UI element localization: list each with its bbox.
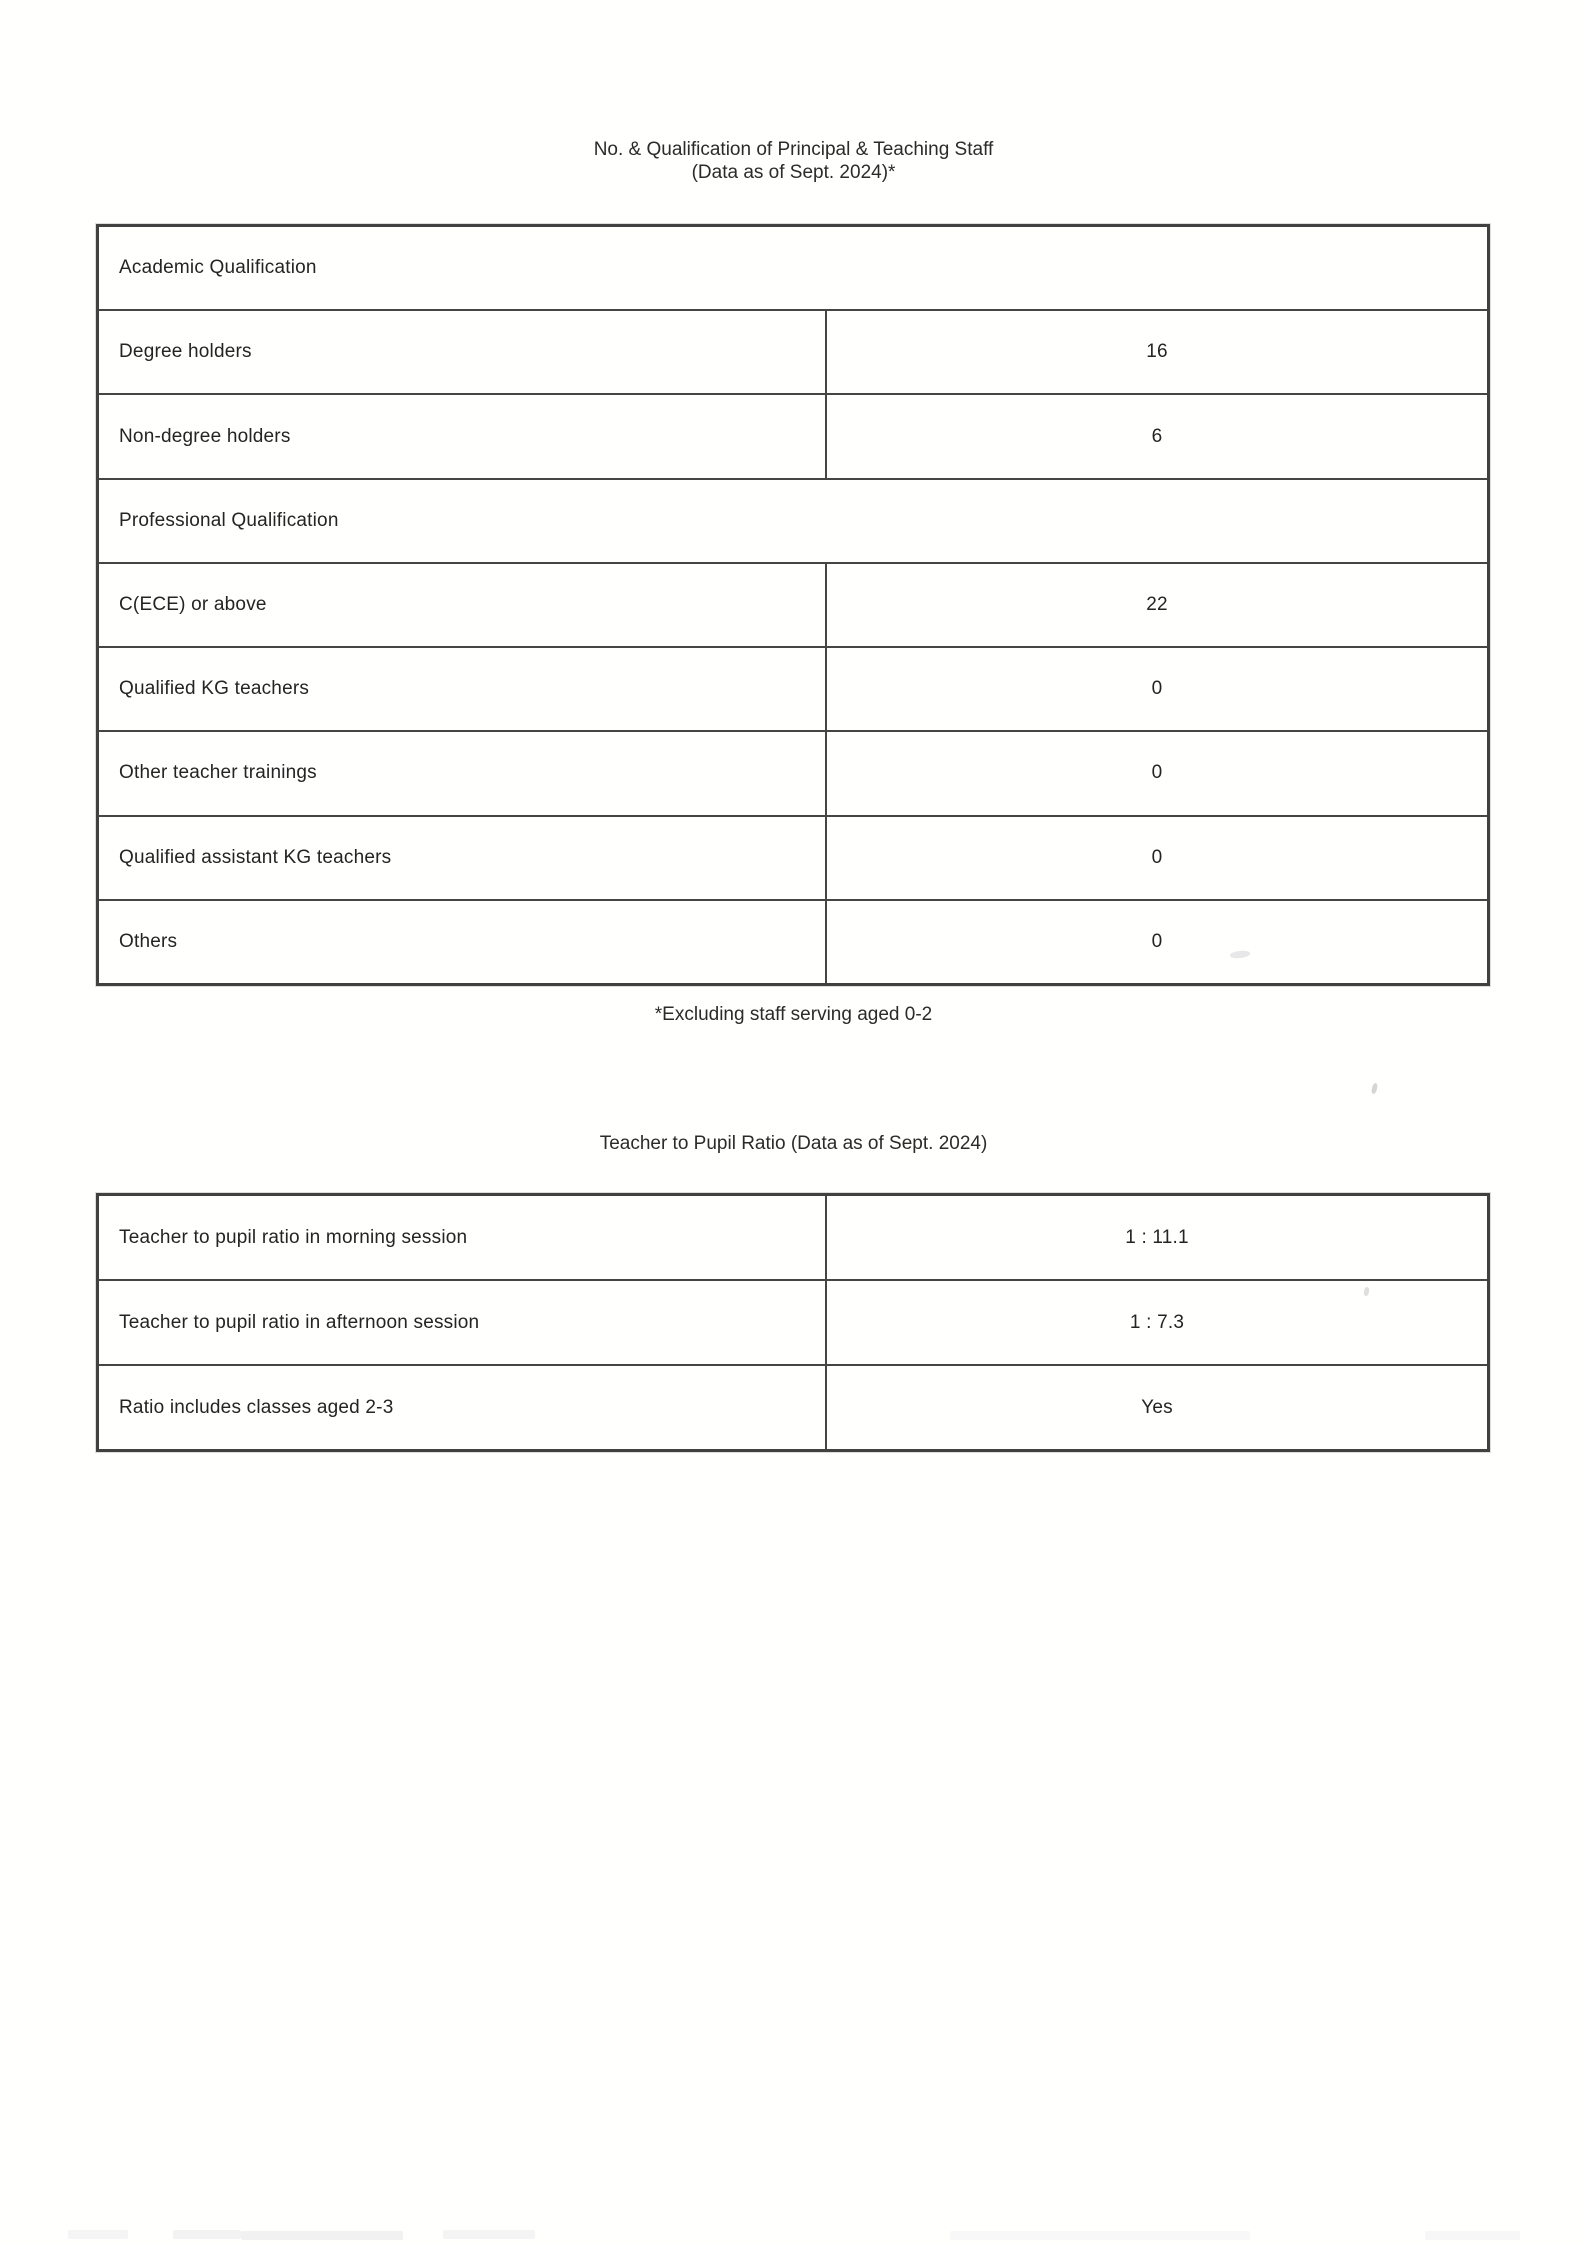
row-value: Yes — [1141, 1396, 1173, 1418]
ratio-table-title: Teacher to Pupil Ratio (Data as of Sept. 2024) — [599, 1133, 988, 1154]
section-label: Professional Qualification — [119, 509, 339, 531]
teacher-pupil-ratio-table — [96, 1193, 1490, 1452]
row-label: Teacher to pupil ratio in morning session — [99, 1196, 827, 1279]
scan-artifact — [68, 2230, 128, 2239]
row-label: Degree holders — [99, 311, 827, 393]
table-section-row — [99, 227, 1487, 309]
row-value: 0 — [1151, 678, 1163, 700]
scan-artifact — [241, 2231, 403, 2240]
staff-qualification-table — [96, 224, 1490, 986]
scan-artifact — [950, 2231, 1250, 2240]
table-row — [99, 309, 1487, 393]
table-row — [99, 1196, 1487, 1279]
table-row — [99, 899, 1487, 983]
row-label: C(ECE) or above — [99, 564, 827, 646]
row-label: Other teacher trainings — [99, 732, 827, 814]
table-row — [99, 815, 1487, 899]
scan-artifact — [1425, 2231, 1520, 2240]
row-value: 22 — [1146, 593, 1168, 615]
table-row — [99, 646, 1487, 730]
row-label: Qualified KG teachers — [99, 648, 827, 730]
table-row — [99, 1364, 1487, 1449]
row-label: Teacher to pupil ratio in afternoon session — [99, 1281, 827, 1364]
scan-artifact — [1371, 1083, 1379, 1095]
row-label: Qualified assistant KG teachers — [99, 817, 827, 899]
staff-table-footnote: *Excluding staff serving aged 0-2 — [654, 1004, 933, 1025]
section-label: Academic Qualification — [119, 257, 317, 279]
row-value: 0 — [1151, 930, 1163, 952]
row-label: Non-degree holders — [99, 395, 827, 477]
table-row — [99, 393, 1487, 477]
row-label: Others — [99, 901, 827, 983]
scan-artifact — [443, 2230, 535, 2239]
table-row — [99, 1279, 1487, 1364]
row-label: Ratio includes classes aged 2-3 — [99, 1366, 827, 1449]
staff-table-title — [0, 138, 1587, 184]
table-row — [99, 562, 1487, 646]
scan-artifact — [173, 2230, 241, 2239]
row-value: 0 — [1151, 762, 1163, 784]
row-value: 16 — [1146, 341, 1168, 363]
row-value: 1 : 7.3 — [1129, 1311, 1185, 1333]
table-section-row — [99, 478, 1487, 562]
row-value: 0 — [1151, 846, 1163, 868]
row-value: 1 : 11.1 — [1125, 1226, 1189, 1248]
row-value: 6 — [1151, 425, 1163, 447]
staff-table-title-line2: (Data as of Sept. 2024)* — [691, 162, 896, 183]
table-row — [99, 730, 1487, 814]
staff-table-title-line1: No. & Qualification of Principal & Teaching Staff — [593, 139, 994, 160]
